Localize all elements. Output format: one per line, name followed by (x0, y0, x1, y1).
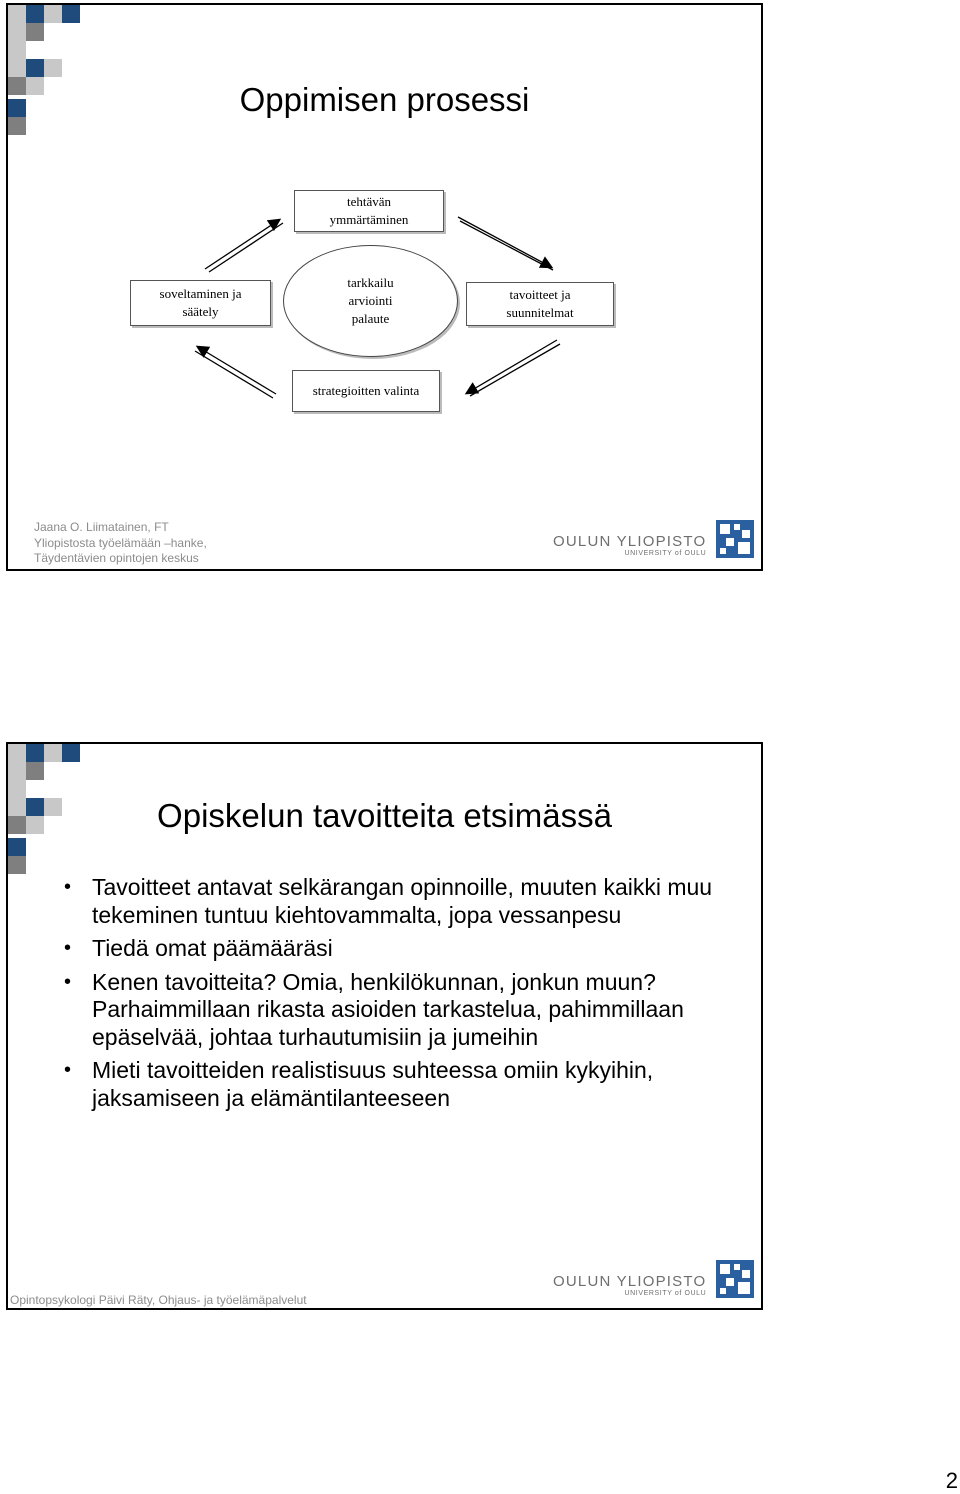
slide-oppimisen-prosessi (6, 3, 763, 571)
slide-title: Opiskelun tavoitteita etsimässä (157, 797, 612, 834)
bullet-list (64, 874, 724, 1118)
list-item: • Tiedä omat päämääräsi (64, 935, 724, 963)
step-monitor-evaluate-feedback: tarkkailu arviointi palaute (283, 245, 458, 357)
slide-footer-author: Opintopsykologi Päivi Räty, Ohjaus- ja työelämäpalvelut (10, 1293, 307, 1307)
slide-title: Oppimisen prosessi (239, 81, 530, 118)
page-number: 2 (945, 1468, 958, 1493)
footer-line: Täydentävien opintojen keskus (34, 551, 199, 565)
university-emblem-icon (716, 1260, 754, 1298)
slide-footer-author (34, 520, 207, 567)
step-apply-regulate: soveltaminen ja säätely (130, 280, 271, 326)
arrow-top-to-right (458, 217, 551, 267)
university-logo (553, 520, 754, 558)
list-item: • Mieti tavoitteiden realistisuus suhteessa omiin kykyihin, jaksamiseen ja elämäntilanteeseen (64, 1057, 724, 1112)
logo-subtitle: UNIVERSITY of OULU (624, 1290, 707, 1297)
step-task-understanding: tehtävän ymmärtäminen (294, 190, 444, 232)
step-goals-plans: tavoitteet ja suunnitelmat (466, 282, 614, 326)
slide-opiskelun-tavoitteita (6, 742, 763, 1310)
logo-wordmark: OULUN YLIOPISTO (553, 1273, 707, 1290)
university-logo (553, 1260, 754, 1298)
footer-line: Jaana O. Liimatainen, FT (34, 520, 169, 534)
logo-subtitle: UNIVERSITY of OULU (624, 550, 707, 557)
logo-wordmark: OULUN YLIOPISTO (553, 533, 707, 550)
university-emblem-icon (716, 520, 754, 558)
list-item: • Tavoitteet antavat selkärangan opinnoille, muuten kaikki muu tekeminen tuntuu kiehtovammalta, jopa vessanpesu (64, 874, 724, 929)
step-strategy-selection: strategioitten valinta (292, 370, 440, 412)
arrow-bottom-to-left (198, 347, 276, 394)
list-item: • Kenen tavoitteita? Omia, henkilökunnan, jonkun muun? Parhaimmillaan rikasta asioiden tarkastelua, pahimmillaan epäselvää, johtaa turhautumisiin ja jumeihin (64, 969, 724, 1052)
footer-line: Yliopistosta työelämään –hanke, (34, 535, 207, 550)
arrow-right-to-bottom (467, 340, 557, 393)
arrow-left-to-top (205, 220, 279, 269)
